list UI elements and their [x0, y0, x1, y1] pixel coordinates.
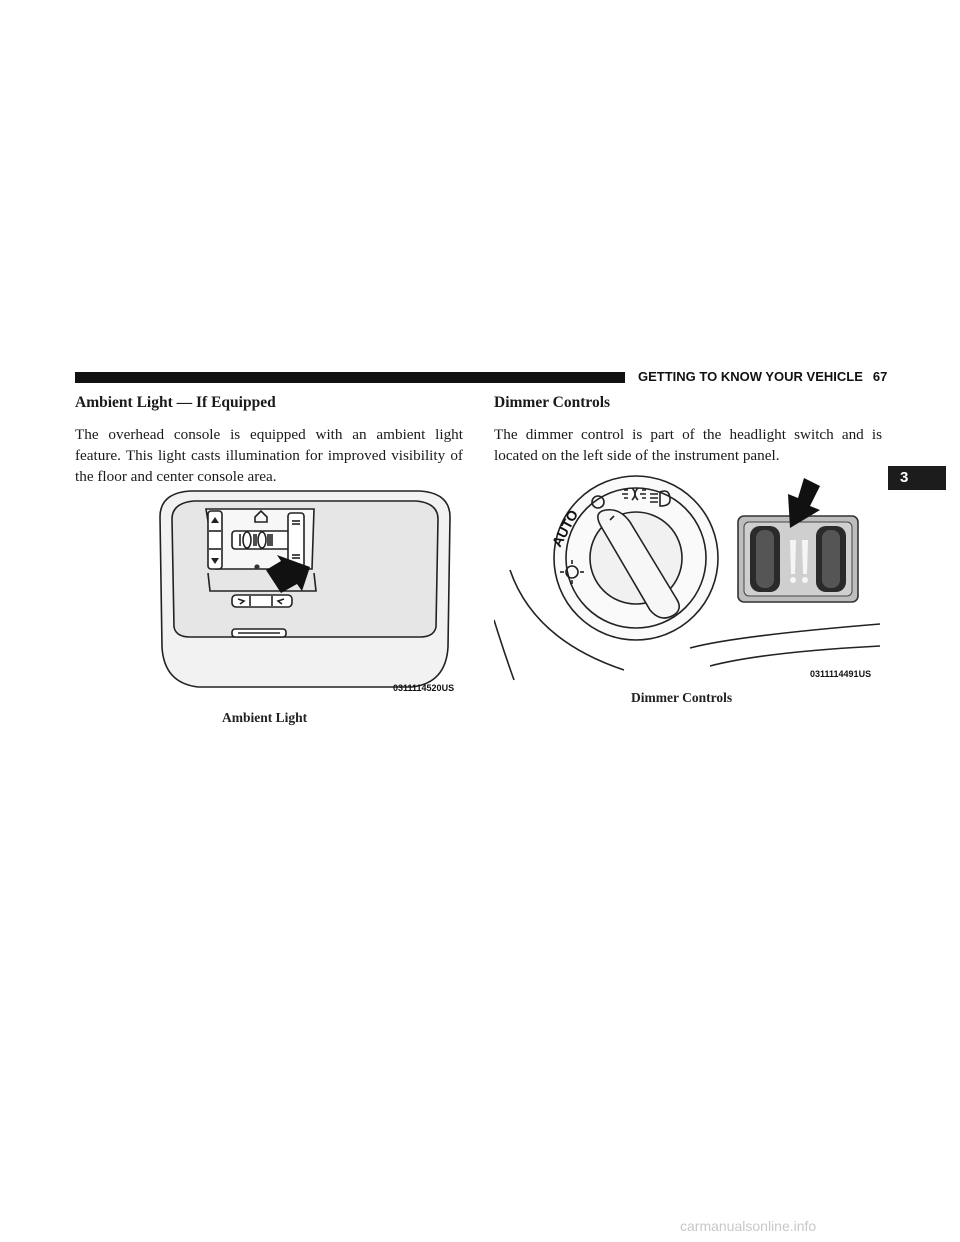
dimmer-controls-figure: [494, 470, 882, 686]
headlight-switch-illustration: [494, 470, 882, 686]
chapter-tab: 3: [888, 466, 946, 490]
watermark: carmanualsonline.info: [680, 1218, 817, 1234]
header-rule: [75, 372, 625, 383]
figure-code: 0311114491US: [810, 669, 872, 679]
auto-knob-label: AUTO: [548, 507, 582, 550]
section-heading-dimmer-controls: Dimmer Controls: [494, 394, 611, 411]
ambient-light-figure: [150, 487, 462, 697]
dimmer-wheel-panel: [738, 516, 858, 602]
figure-code: 0311114520US: [393, 683, 455, 693]
page-number: 67: [872, 369, 888, 384]
running-header: [638, 369, 887, 385]
right-column: [494, 392, 882, 466]
section-title: GETTING TO KNOW YOUR VEHICLE: [638, 369, 863, 384]
overhead-console-illustration: [150, 487, 462, 697]
figure-caption-dimmer-controls: Dimmer Controls: [631, 690, 733, 705]
dimmer-controls-paragraph: The dimmer control is part of the headlight switch and is located on the left side of the instrument panel.: [494, 426, 882, 464]
ambient-light-paragraph: The overhead console is equipped with an ambient light feature. This light casts illumination for improved visibility of the floor and center console area.: [75, 426, 463, 485]
left-column: [75, 392, 463, 487]
section-heading-ambient-light: Ambient Light — If Equipped: [75, 394, 276, 411]
figure-caption-ambient-light: Ambient Light: [222, 710, 308, 725]
